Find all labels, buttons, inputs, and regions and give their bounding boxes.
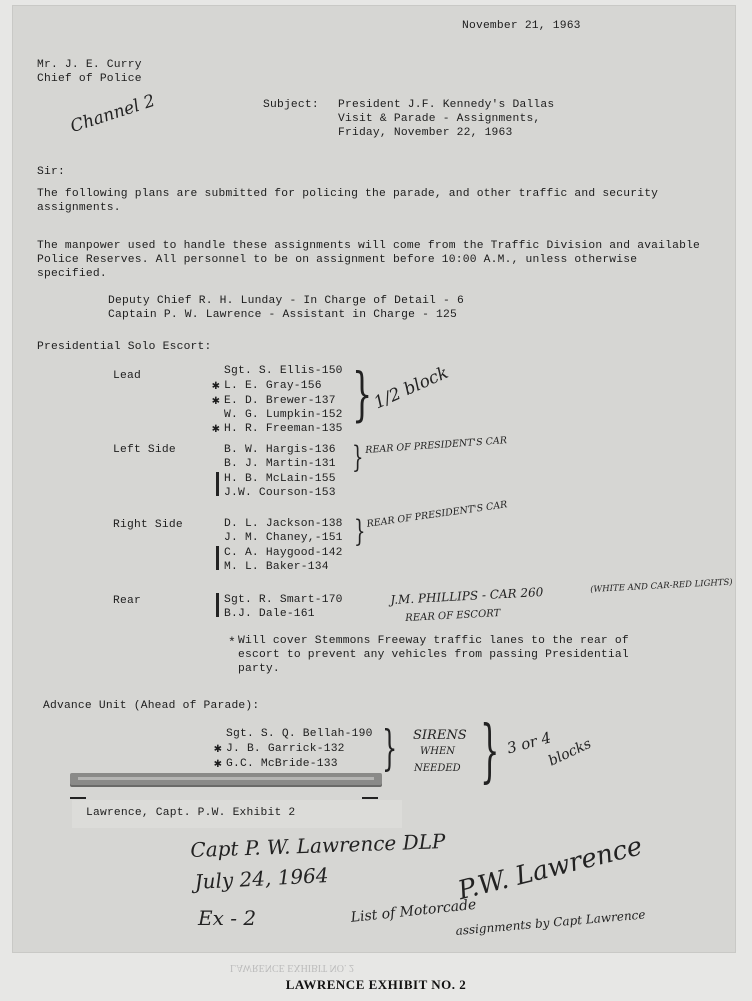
handwritten-brace: } <box>382 720 398 776</box>
right-side-member: C. A. Haygood-142 <box>224 547 343 559</box>
handwritten-brace: } <box>352 360 373 428</box>
footnote-line-1: Will cover Stemmons Freeway traffic lanes to the rear of <box>238 635 629 647</box>
subject-line-3: Friday, November 22, 1963 <box>338 127 513 139</box>
margin-bar <box>216 593 219 617</box>
subject-line-1: President J.F. Kennedy's Dallas <box>338 99 555 111</box>
group-label-rear: Rear <box>113 595 141 607</box>
subject-label: Subject: <box>263 99 319 111</box>
left-side-member: B. W. Hargis-136 <box>224 444 336 456</box>
handwritten-rear-car-note: REAR OF PRESIDENT'S CAR <box>366 499 509 530</box>
handwritten-date-line: July 24, 1964 <box>194 862 330 894</box>
margin-bar <box>216 472 219 496</box>
group-label-left-side: Left Side <box>113 444 176 456</box>
handwritten-signature: P.W. Lawrence <box>455 831 646 907</box>
salutation: Sir: <box>37 166 65 178</box>
addressee-title: Chief of Police <box>37 73 142 85</box>
advance-member: Sgt. S. Q. Bellah-190 <box>226 728 373 740</box>
handwritten-lights-note: (WHITE AND CAR-RED LIGHTS) <box>590 577 733 595</box>
left-side-member: H. B. McLain-155 <box>224 473 336 485</box>
right-side-member: J. M. Chaney,-151 <box>224 532 343 544</box>
lead-member: L. E. Gray-156 <box>224 380 322 392</box>
paragraph-2: The manpower used to handle these assignments will come from the Traffic Division and available Police Reserves. All personnel to be on assignment before 10:00 A.M., unless otherwise specified. <box>37 240 701 280</box>
command-line-2: Captain P. W. Lawrence - Assistant in Charge - 125 <box>108 309 457 321</box>
footnote-line-3: party. <box>238 663 280 675</box>
lead-member: E. D. Brewer-137 <box>224 395 336 407</box>
asterisk-mark: * <box>228 635 236 650</box>
lead-member: W. G. Lumpkin-152 <box>224 409 343 421</box>
bleed-through-text: LAWRENCE EXHIBIT NO. 2 <box>230 962 354 973</box>
left-side-member: B. J. Martin-131 <box>224 458 336 470</box>
paragraph-1: The following plans are submitted for policing the parade, and other traffic and security assignments. <box>37 188 659 214</box>
asterisk-mark: ✱ <box>212 378 220 393</box>
handwritten-sirens-note: SIRENS <box>413 728 467 743</box>
addressee-name: Mr. J. E. Curry <box>37 59 142 71</box>
handwritten-blocks-note: blocks <box>546 735 594 770</box>
strip-tick <box>70 797 86 799</box>
left-side-member: J.W. Courson-153 <box>224 487 336 499</box>
subject-line-2: Visit & Parade - Assignments, <box>338 113 541 125</box>
right-side-member: M. L. Baker-134 <box>224 561 329 573</box>
handwritten-half-block-note: 1/2 block <box>371 362 452 414</box>
handwritten-exhibit-mark: Ex - 2 <box>198 906 257 930</box>
rear-member: B.J. Dale-161 <box>224 608 315 620</box>
handwritten-blocks-note: 3 or 4 <box>505 728 553 758</box>
advance-heading: Advance Unit (Ahead of Parade): <box>43 700 260 712</box>
margin-bar <box>216 546 219 570</box>
handwritten-sirens-note: WHEN <box>420 746 456 757</box>
advance-member: G.C. McBride-133 <box>226 758 338 770</box>
handwritten-list-note: List of Motorcade <box>350 896 478 926</box>
exhibit-label-strip <box>70 773 382 785</box>
asterisk-mark: ✱ <box>212 393 220 408</box>
handwritten-channel-note: Channel 2 <box>68 90 158 138</box>
handwritten-brace: } <box>352 440 364 475</box>
lead-member: Sgt. S. Ellis-150 <box>224 365 343 377</box>
handwritten-assignment-note: assignments by Capt Lawrence <box>455 907 646 938</box>
handwritten-brace: } <box>354 514 366 549</box>
handwritten-phillips-note: J.M. PHILLIPS - CAR 260 <box>390 584 544 607</box>
advance-member: J. B. Garrick-132 <box>226 743 345 755</box>
right-side-member: D. L. Jackson-138 <box>224 518 343 530</box>
asterisk-mark: ✱ <box>212 421 220 436</box>
handwritten-brace: } <box>480 712 500 791</box>
handwritten-rear-car-note: REAR OF PRESIDENT'S CAR <box>365 435 508 456</box>
escort-heading: Presidential Solo Escort: <box>37 341 212 353</box>
group-label-right-side: Right Side <box>113 519 183 531</box>
handwritten-rear-escort-note: REAR OF ESCORT <box>405 608 501 624</box>
exhibit-caption: LAWRENCE EXHIBIT NO. 2 <box>285 977 467 992</box>
group-label-lead: Lead <box>113 370 141 382</box>
handwritten-signature-line-1: Capt P. W. Lawrence DLP <box>190 829 446 862</box>
exhibit-label: Lawrence, Capt. P.W. Exhibit 2 <box>86 807 296 819</box>
asterisk-mark: ✱ <box>214 756 222 771</box>
document-date: November 21, 1963 <box>462 20 581 32</box>
lead-member: H. R. Freeman-135 <box>224 423 343 435</box>
asterisk-mark: ✱ <box>214 741 222 756</box>
footnote-line-2: escort to prevent any vehicles from passing Presidential <box>238 649 629 661</box>
command-line-1: Deputy Chief R. H. Lunday - In Charge of Detail - 6 <box>108 295 464 307</box>
handwritten-sirens-note: NEEDED <box>414 763 461 774</box>
rear-member: Sgt. R. Smart-170 <box>224 594 343 606</box>
strip-tick <box>362 797 378 799</box>
